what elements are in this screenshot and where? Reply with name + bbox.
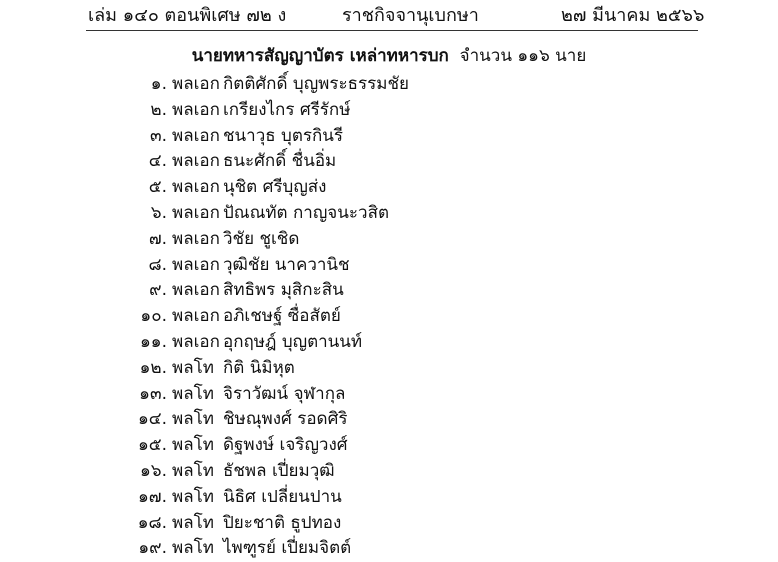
list-item-name: ปิยะชาติ ธูปทอง xyxy=(223,512,342,533)
list-item-number: ๙. xyxy=(149,280,167,301)
list-item-name: ไพฑูรย์ เปี่ยมจิตต์ xyxy=(223,538,352,559)
list-item-rank: พลโท xyxy=(172,486,214,507)
list-item-number: ๗. xyxy=(148,228,167,249)
publication-title: ราชกิจจานุเบกษา xyxy=(342,5,479,26)
list-item-number: ๑๐. xyxy=(140,306,167,327)
section-title xyxy=(0,44,778,68)
list-item-rank: พลเอก xyxy=(172,306,220,327)
list-item-number: ๑๓. xyxy=(139,383,167,404)
section-title-main: นายทหารสัญญาบัตร เหล่าทหารบก xyxy=(191,46,449,66)
list-item-number: ๔. xyxy=(148,151,167,172)
list-item-number: ๑๒. xyxy=(139,357,167,378)
list-item-number: ๑๗. xyxy=(138,486,167,507)
list-item xyxy=(0,98,778,124)
list-item-rank: พลเอก xyxy=(172,74,220,94)
list-item-name: ปัณณทัต กาญจนะวสิต xyxy=(223,202,389,223)
list-item-number: ๕. xyxy=(148,177,167,198)
list-item xyxy=(0,149,778,175)
list-item-name: จิราวัฒน์ จุฬากุล xyxy=(223,383,346,404)
list-item-name: ธัชพล เปี่ยมวุฒิ xyxy=(223,460,335,481)
list-item-rank: พลโท xyxy=(172,460,214,481)
list-item xyxy=(0,72,778,98)
list-item xyxy=(0,382,778,408)
list-item-name: ชิษณุพงศ์ รอดศิริ xyxy=(223,409,348,430)
list-item xyxy=(0,278,778,304)
list-item xyxy=(0,227,778,253)
list-item xyxy=(0,356,778,382)
list-item-name: สิทธิพร มุสิกะสิน xyxy=(223,280,344,301)
list-item-rank: พลเอก xyxy=(172,177,220,198)
list-item-rank: พลโท xyxy=(172,357,214,378)
list-item xyxy=(0,511,778,537)
list-item-name: กิติ นิมิหุต xyxy=(223,357,295,378)
list-item-number: ๑๙. xyxy=(138,538,167,559)
list-item-rank: พลเอก xyxy=(172,151,220,172)
list-item-name: ดิฐพงษ์ เจริญวงศ์ xyxy=(223,435,348,456)
list-item-rank: พลเอก xyxy=(172,99,220,120)
people-list xyxy=(0,72,778,562)
list-item-number: ๑๘. xyxy=(137,512,167,533)
list-item-number: ๓. xyxy=(149,125,167,146)
list-item-name: ธนะศักดิ์ ชื่นอิ่ม xyxy=(223,151,337,172)
section-title-count: จำนวน ๑๑๖ นาย xyxy=(459,46,587,66)
list-item-name: วุฒิชัย นาควานิช xyxy=(223,254,350,275)
list-item xyxy=(0,433,778,459)
list-item-name: ชนาวุธ บุตรกินรี xyxy=(223,125,344,146)
list-item xyxy=(0,407,778,433)
list-item-rank: พลเอก xyxy=(172,202,220,223)
list-item-number: ๒. xyxy=(150,99,167,120)
list-item-rank: พลโท xyxy=(172,383,214,404)
list-item-name: อุกฤษฎ์ บุญตานนท์ xyxy=(223,331,363,352)
list-item xyxy=(0,175,778,201)
list-item-name: อภิเชษฐ์ ซื่อสัตย์ xyxy=(223,306,341,327)
page-header xyxy=(0,0,778,34)
list-item xyxy=(0,459,778,485)
list-item-name: นิธิศ เปลี่ยนปาน xyxy=(223,486,342,507)
list-item-number: ๖. xyxy=(150,202,167,223)
header-rule xyxy=(86,30,698,31)
list-item-rank: พลโท xyxy=(172,512,214,533)
list-item-name: เกรียงไกร ศรีรักษ์ xyxy=(223,99,351,120)
list-item-number: ๑๕. xyxy=(137,435,167,456)
list-item-name: นุชิต ศรีบุญส่ง xyxy=(223,177,327,198)
list-item xyxy=(0,201,778,227)
list-item-name: วิชัย ชูเชิด xyxy=(223,228,300,249)
list-item-number: ๑๖. xyxy=(140,460,167,481)
list-item-number: ๘. xyxy=(148,254,167,275)
list-item-rank: พลเอก xyxy=(172,331,220,352)
list-item-number: ๑๔. xyxy=(137,409,167,430)
list-item xyxy=(0,304,778,330)
list-item-name: กิตติศักดิ์ บุญพระธรรมชัย xyxy=(223,74,409,94)
list-item xyxy=(0,253,778,279)
list-item-rank: พลโท xyxy=(172,435,214,456)
list-item-rank: พลโท xyxy=(172,409,214,430)
list-item xyxy=(0,485,778,511)
list-item xyxy=(0,330,778,356)
list-item-rank: พลเอก xyxy=(172,125,220,146)
list-item-rank: พลเอก xyxy=(172,228,220,249)
list-item-rank: พลเอก xyxy=(172,254,220,275)
publication-date: ๒๗ มีนาคม ๒๕๖๖ xyxy=(561,5,705,26)
list-item-rank: พลเอก xyxy=(172,280,220,301)
list-item-rank: พลโท xyxy=(172,538,214,559)
volume-issue: เล่ม ๑๔๐ ตอนพิเศษ ๗๒ ง xyxy=(88,5,287,26)
list-item xyxy=(0,124,778,150)
list-item xyxy=(0,536,778,562)
list-item-number: ๑. xyxy=(150,74,167,94)
list-item-number: ๑๑. xyxy=(140,331,167,352)
